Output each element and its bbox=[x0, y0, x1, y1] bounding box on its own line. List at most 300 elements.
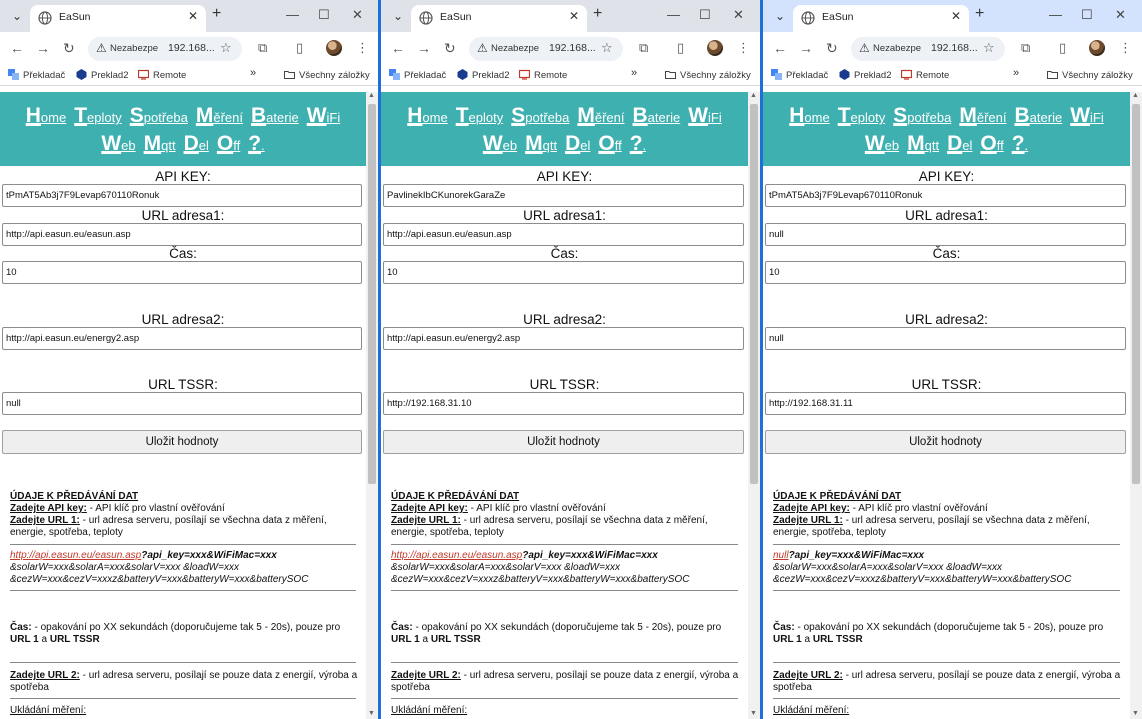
api-key-label: API KEY: bbox=[536, 169, 593, 184]
nav-link-label: . bbox=[642, 138, 647, 153]
divider bbox=[10, 698, 356, 699]
api-key-label: API KEY: bbox=[155, 169, 211, 184]
nav-link[interactable] bbox=[248, 132, 265, 155]
bookmark-remote[interactable] bbox=[138, 69, 186, 81]
nav-link-label: el bbox=[198, 138, 209, 153]
info-url2: Zadejte URL 2: - url adresa serveru, posílají se pouze data z energií, výroba a spotřeba bbox=[10, 670, 358, 693]
nav-link-label: ome bbox=[804, 110, 830, 125]
info-url2: Zadejte URL 2: - url adresa serveru, posílají se pouze data z energií, výroba a spotřeba bbox=[391, 670, 739, 693]
maximize-icon[interactable]: ☐ bbox=[1081, 7, 1093, 22]
cas-input[interactable]: 10 bbox=[2, 261, 362, 284]
nav-link[interactable] bbox=[632, 104, 681, 127]
url-example-3: &cezW=xxx&cezV=xxxz&batteryV=xxx&batteryW=xxx&batterySOC bbox=[773, 574, 1072, 585]
nav-link-initial: S bbox=[511, 104, 526, 127]
save-button[interactable]: Uložit hodnoty bbox=[765, 430, 1126, 454]
title-bar bbox=[381, 0, 760, 32]
browser-window bbox=[0, 0, 378, 719]
extensions-icon[interactable]: ⧉ bbox=[639, 40, 649, 55]
nav-link[interactable] bbox=[688, 104, 722, 127]
tab-title: EaSun bbox=[59, 11, 91, 23]
cas-input[interactable]: 10 bbox=[765, 261, 1126, 284]
url-example-link[interactable]: null bbox=[773, 550, 789, 561]
browser-window bbox=[763, 0, 1142, 719]
nav-link-initial: H bbox=[789, 104, 805, 127]
nav-link-initial: W bbox=[688, 104, 709, 127]
translate-icon bbox=[771, 69, 782, 80]
url1-input[interactable]: http://api.easun.eu/easun.asp bbox=[383, 223, 744, 246]
nav-link-initial: M bbox=[959, 104, 977, 127]
menu-icon[interactable]: ⋮ bbox=[737, 40, 750, 55]
nav-link-label: aterie bbox=[266, 110, 299, 125]
info-url1: Zadejte URL 1: - url adresa serveru, posílají se všechna data z měření, energie, spotřeba, teploty bbox=[773, 515, 1090, 538]
warning-icon[interactable]: ⚠ bbox=[859, 41, 870, 55]
forward-icon[interactable]: → bbox=[36, 40, 50, 56]
nav-link-label: qtt bbox=[161, 138, 176, 153]
tab-search-icon[interactable]: ⌄ bbox=[11, 9, 23, 23]
nav-link-label: eploty bbox=[87, 110, 122, 125]
minimize-icon[interactable]: — bbox=[286, 7, 299, 22]
bookmarks-bar bbox=[0, 66, 378, 86]
tssr-label: URL TSSR: bbox=[148, 377, 218, 392]
url-example-3: &cezW=xxx&cezV=xxxz&batteryV=xxx&batteryW=xxx&batterySOC bbox=[391, 574, 690, 585]
nav-link-label: iFi bbox=[326, 110, 341, 125]
minimize-icon[interactable]: — bbox=[1049, 7, 1062, 22]
nav-link-label: . bbox=[1024, 138, 1029, 153]
bookmark-label: Překladač bbox=[404, 70, 447, 81]
nav-link-label: ff bbox=[996, 138, 1004, 153]
globe-icon bbox=[38, 11, 52, 25]
scroll-down-icon[interactable]: ▼ bbox=[750, 710, 757, 717]
bookmark-star-icon[interactable]: ☆ bbox=[601, 40, 613, 55]
url1-input[interactable]: http://api.easun.eu/easun.asp bbox=[2, 223, 362, 246]
nav-link[interactable] bbox=[25, 104, 67, 127]
bookmark-translator[interactable] bbox=[771, 69, 828, 81]
bookmark-label: Překladač bbox=[786, 70, 829, 81]
nav-link[interactable] bbox=[306, 104, 341, 127]
nav-link[interactable] bbox=[959, 104, 1007, 127]
scroll-down-icon[interactable]: ▼ bbox=[1132, 710, 1139, 717]
nav-link-initial: W bbox=[1070, 104, 1091, 127]
reload-icon[interactable]: ↻ bbox=[444, 40, 456, 56]
nav-link-initial: M bbox=[907, 132, 925, 155]
nav-link-initial: M bbox=[525, 132, 543, 155]
info-url2: Zadejte URL 2: - url adresa serveru, posílají se pouze data z energií, výroba a spotřeba bbox=[773, 670, 1121, 693]
menu-icon[interactable]: ⋮ bbox=[1119, 40, 1132, 55]
nav-link[interactable] bbox=[598, 132, 622, 155]
avatar[interactable] bbox=[1089, 40, 1105, 56]
nav-link-initial: S bbox=[129, 104, 144, 127]
nav-link[interactable] bbox=[1070, 104, 1104, 127]
folder-label: Všechny záložky bbox=[299, 70, 370, 81]
nav-link-initial: S bbox=[893, 104, 908, 127]
nav-link[interactable] bbox=[837, 104, 886, 127]
url1-label: URL adresa1: bbox=[141, 208, 225, 223]
bookmark-star-icon[interactable]: ☆ bbox=[220, 40, 232, 55]
nav-link-label: qtt bbox=[924, 138, 940, 153]
divider bbox=[10, 590, 356, 591]
scroll-down-icon[interactable]: ▼ bbox=[368, 710, 375, 717]
title-bar bbox=[763, 0, 1142, 32]
nav-link-initial: ? bbox=[1011, 132, 1025, 155]
divider bbox=[391, 544, 738, 545]
tab-title: EaSun bbox=[822, 11, 854, 23]
nav-link-label: aterie bbox=[647, 110, 681, 125]
avatar[interactable] bbox=[707, 40, 723, 56]
nav-link-label: ff bbox=[614, 138, 622, 153]
url2-input[interactable]: http://api.easun.eu/energy2.asp bbox=[383, 327, 744, 350]
tab-title: EaSun bbox=[440, 11, 472, 23]
scroll-up-icon[interactable]: ▲ bbox=[1132, 92, 1139, 99]
nav-link[interactable] bbox=[74, 104, 122, 127]
nav-link[interactable] bbox=[629, 132, 647, 155]
nav-link-initial: M bbox=[143, 132, 162, 155]
back-icon[interactable]: ← bbox=[10, 40, 24, 56]
new-tab-icon[interactable]: + bbox=[593, 5, 603, 22]
url2-input[interactable]: http://api.easun.eu/energy2.asp bbox=[2, 327, 362, 350]
remote-icon bbox=[901, 69, 912, 80]
info-url1: Zadejte URL 1: - url adresa serveru, posílají se všechna data z měření, energie, spotřeba, teploty bbox=[391, 515, 708, 538]
cas-label: Čas: bbox=[932, 246, 961, 261]
translate-icon bbox=[8, 69, 19, 80]
nav-row-1 bbox=[381, 104, 748, 128]
nav-link[interactable] bbox=[482, 132, 518, 155]
bookmark-translator[interactable] bbox=[8, 69, 65, 81]
url-text: 192.168... bbox=[168, 42, 215, 54]
nav-row-2 bbox=[381, 132, 748, 156]
scroll-up-icon[interactable]: ▲ bbox=[368, 92, 375, 99]
toolbar bbox=[763, 32, 1142, 66]
back-icon[interactable]: ← bbox=[773, 40, 787, 56]
bookmark-label: Preklad2 bbox=[472, 70, 510, 81]
nav-link-label: el bbox=[962, 138, 973, 153]
nav-link-initial: O bbox=[216, 132, 234, 155]
nav-link-initial: B bbox=[1014, 104, 1030, 127]
nav-link[interactable] bbox=[511, 104, 570, 127]
tab-search-icon[interactable]: ⌄ bbox=[392, 9, 404, 23]
nav-link-initial: T bbox=[455, 104, 469, 127]
nav-link[interactable] bbox=[195, 104, 243, 127]
close-tab-icon[interactable]: ✕ bbox=[187, 9, 198, 23]
url-example-2: &solarW=xxx&solarA=xxx&solarV=xxx &loadW=xxx bbox=[391, 562, 620, 573]
save-button[interactable]: Uložit hodnoty bbox=[383, 430, 744, 454]
info-api-key: Zadejte API key: - API klíč pro vlastní ověřování bbox=[391, 503, 606, 514]
new-tab-icon[interactable]: + bbox=[975, 5, 985, 22]
side-panel-icon[interactable]: ▯ bbox=[296, 40, 304, 55]
browser-tab[interactable] bbox=[411, 5, 587, 32]
chevron-right-icon[interactable]: » bbox=[631, 67, 638, 79]
divider bbox=[773, 544, 1120, 545]
info-cas: Čas: - opakování po XX sekundách (doporučujeme tak 5 - 20s), pouze pro URL 1 a URL TSSR bbox=[391, 622, 722, 645]
avatar[interactable] bbox=[326, 40, 342, 56]
bookmarks-folder[interactable] bbox=[284, 69, 370, 81]
scroll-thumb[interactable] bbox=[368, 104, 376, 484]
warning-icon[interactable]: ⚠ bbox=[477, 41, 488, 55]
nav-link-initial: O bbox=[598, 132, 615, 155]
side-panel-icon[interactable]: ▯ bbox=[1059, 40, 1067, 55]
nav-link[interactable] bbox=[455, 104, 504, 127]
nav-link-initial: ? bbox=[248, 132, 262, 155]
divider bbox=[773, 662, 1120, 663]
info-heading: ÚDAJE K PŘEDÁVÁNÍ DAT bbox=[10, 491, 139, 502]
close-tab-icon[interactable]: ✕ bbox=[568, 9, 579, 23]
nav-link-initial: D bbox=[947, 132, 963, 155]
globe-icon bbox=[801, 11, 815, 25]
folder-label: Všechny záložky bbox=[680, 70, 751, 81]
bookmark-remote[interactable] bbox=[519, 69, 567, 81]
info-url1: Zadejte URL 1: - url adresa serveru, posílají se všechna data z měření, energie, spotřeba, teploty bbox=[10, 515, 327, 538]
nav-link[interactable] bbox=[893, 104, 952, 127]
tssr-input[interactable]: http://192.168.31.11 bbox=[765, 392, 1126, 415]
page-content bbox=[0, 92, 366, 719]
nav-row-2 bbox=[763, 132, 1130, 156]
nav-link-initial: W bbox=[306, 104, 327, 127]
url2-label: URL adresa2: bbox=[905, 312, 988, 327]
nav-link-initial: B bbox=[632, 104, 648, 127]
bookmarks-folder[interactable] bbox=[1047, 69, 1133, 81]
new-tab-icon[interactable]: + bbox=[212, 5, 222, 22]
scroll-up-icon[interactable]: ▲ bbox=[750, 92, 757, 99]
minimize-icon[interactable]: — bbox=[667, 7, 680, 22]
nav-link-initial: D bbox=[565, 132, 581, 155]
info-ukladani: Ukládání měření: bbox=[391, 705, 468, 716]
browser-tab[interactable] bbox=[793, 5, 969, 32]
forward-icon[interactable]: → bbox=[417, 40, 431, 56]
nav-link-initial: T bbox=[74, 104, 88, 127]
url-example-1: http://api.easun.eu/easun.asp?api_key=xxx&WiFiMac=xxx bbox=[10, 550, 277, 561]
close-tab-icon[interactable]: ✕ bbox=[950, 9, 961, 23]
info-cas: Čas: - opakování po XX sekundách (doporučujeme tak 5 - 20s), pouze pro URL 1 a URL TSSR bbox=[10, 622, 341, 645]
nav-link[interactable] bbox=[577, 104, 625, 127]
url-example-link[interactable]: http://api.easun.eu/easun.asp bbox=[391, 550, 523, 561]
tssr-input[interactable]: null bbox=[2, 392, 362, 415]
divider bbox=[391, 698, 738, 699]
api-key-input[interactable]: PavlinekIbCKunorekGaraZe bbox=[383, 184, 744, 207]
security-label: Nezabezpe bbox=[110, 43, 159, 54]
api-key-label: API KEY: bbox=[918, 169, 975, 184]
nav-link-label: ěření bbox=[213, 110, 243, 125]
nav-link-initial: M bbox=[577, 104, 595, 127]
bookmark-label: Překladač bbox=[23, 70, 66, 81]
warning-icon[interactable]: ⚠ bbox=[96, 41, 107, 55]
chevron-right-icon[interactable]: » bbox=[250, 67, 257, 79]
nav-link[interactable] bbox=[129, 104, 188, 127]
remote-icon bbox=[138, 69, 149, 80]
nav-link[interactable] bbox=[251, 104, 299, 127]
hexagon-icon bbox=[839, 69, 850, 80]
chevron-right-icon[interactable]: » bbox=[1013, 67, 1020, 79]
forward-icon[interactable]: → bbox=[799, 40, 813, 56]
bookmark-label: Remote bbox=[916, 70, 950, 81]
bookmarks-bar bbox=[763, 66, 1142, 86]
nav-link-label: eb bbox=[502, 138, 518, 153]
divider bbox=[10, 544, 356, 545]
api-key-input[interactable]: tPmAT5Ab3j7F9Levap670110Ronuk bbox=[2, 184, 362, 207]
nav-link-initial: ? bbox=[629, 132, 643, 155]
url-example-2: &solarW=xxx&solarA=xxx&solarV=xxx &loadW=xxx bbox=[10, 562, 239, 573]
bookmark-preklad2[interactable] bbox=[839, 69, 892, 81]
bookmark-translator[interactable] bbox=[389, 69, 446, 81]
nav-link-label: eploty bbox=[850, 110, 886, 125]
info-cas: Čas: - opakování po XX sekundách (doporučujeme tak 5 - 20s), pouze pro URL 1 a URL TSSR bbox=[773, 622, 1104, 645]
bookmark-remote[interactable] bbox=[901, 69, 949, 81]
url-example-1: http://api.easun.eu/easun.asp?api_key=xxx&WiFiMac=xxx bbox=[391, 550, 658, 561]
save-button[interactable]: Uložit hodnoty bbox=[2, 430, 362, 454]
folder-label: Všechny záložky bbox=[1062, 70, 1133, 81]
info-heading: ÚDAJE K PŘEDÁVÁNÍ DAT bbox=[773, 491, 902, 502]
tab-search-icon[interactable]: ⌄ bbox=[774, 9, 786, 23]
url1-label: URL adresa1: bbox=[523, 208, 606, 223]
bookmark-label: Preklad2 bbox=[854, 70, 892, 81]
nav-link-label: eb bbox=[121, 138, 136, 153]
extensions-icon[interactable]: ⧉ bbox=[1021, 40, 1031, 55]
nav-link[interactable] bbox=[864, 132, 900, 155]
url2-label: URL adresa2: bbox=[141, 312, 225, 327]
nav-link-initial: H bbox=[25, 104, 41, 127]
nav-link[interactable] bbox=[1011, 132, 1029, 155]
scroll-thumb[interactable] bbox=[750, 104, 758, 484]
nav-link-label: ěření bbox=[976, 110, 1007, 125]
nav-link-initial: B bbox=[251, 104, 267, 127]
nav-row-1 bbox=[0, 104, 366, 128]
close-window-icon[interactable]: ✕ bbox=[352, 7, 363, 22]
tssr-label: URL TSSR: bbox=[911, 377, 982, 392]
nav-link-label: potřeba bbox=[143, 110, 188, 125]
nav-link-initial: W bbox=[864, 132, 885, 155]
url1-label: URL adresa1: bbox=[905, 208, 988, 223]
divider bbox=[773, 590, 1120, 591]
reload-icon[interactable]: ↻ bbox=[63, 40, 75, 56]
address-bar[interactable] bbox=[88, 37, 242, 61]
nav-link-label: iFi bbox=[1090, 110, 1104, 125]
url-example-link[interactable]: http://api.easun.eu/easun.asp bbox=[10, 550, 142, 561]
url-example-3: &cezW=xxx&cezV=xxxz&batteryV=xxx&batteryW=xxx&batterySOC bbox=[10, 574, 309, 585]
nav-link[interactable] bbox=[525, 132, 558, 155]
close-window-icon[interactable]: ✕ bbox=[733, 7, 744, 22]
extensions-icon[interactable]: ⧉ bbox=[258, 40, 268, 55]
site-nav bbox=[0, 92, 366, 166]
bookmark-label: Remote bbox=[153, 70, 187, 81]
scrollbar[interactable] bbox=[1130, 92, 1142, 719]
bookmarks-bar bbox=[381, 66, 760, 86]
page-content bbox=[381, 92, 748, 719]
nav-link-label: el bbox=[580, 138, 591, 153]
bookmark-label: Preklad2 bbox=[91, 70, 129, 81]
back-icon[interactable]: ← bbox=[391, 40, 405, 56]
side-panel-icon[interactable]: ▯ bbox=[677, 40, 685, 55]
maximize-icon[interactable]: ☐ bbox=[699, 7, 711, 22]
bookmarks-folder[interactable] bbox=[665, 69, 751, 81]
maximize-icon[interactable]: ☐ bbox=[318, 7, 330, 22]
hexagon-icon bbox=[76, 69, 87, 80]
nav-link-label: eploty bbox=[468, 110, 504, 125]
tssr-input[interactable]: http://192.168.31.10 bbox=[383, 392, 744, 415]
info-api-key: Zadejte API key: - API klíč pro vlastní ověřování bbox=[773, 503, 988, 514]
api-key-input[interactable]: tPmAT5Ab3j7F9Levap670110Ronuk bbox=[765, 184, 1126, 207]
info-api-key: Zadejte API key: - API klíč pro vlastní ověřování bbox=[10, 503, 225, 514]
scroll-thumb[interactable] bbox=[1132, 104, 1140, 484]
nav-link[interactable] bbox=[101, 132, 136, 155]
cas-input[interactable]: 10 bbox=[383, 261, 744, 284]
folder-icon bbox=[284, 69, 295, 80]
url-example-2: &solarW=xxx&solarA=xxx&solarV=xxx &loadW=xxx bbox=[773, 562, 1002, 573]
nav-link[interactable] bbox=[216, 132, 241, 155]
nav-link[interactable] bbox=[565, 132, 591, 155]
nav-link-label: potřeba bbox=[525, 110, 570, 125]
url2-input[interactable]: null bbox=[765, 327, 1126, 350]
title-bar bbox=[0, 0, 378, 32]
browser-window bbox=[381, 0, 760, 719]
address-bar[interactable] bbox=[469, 37, 623, 61]
nav-link-label: ome bbox=[422, 110, 448, 125]
folder-icon bbox=[665, 69, 676, 80]
nav-link-initial: W bbox=[482, 132, 503, 155]
translate-icon bbox=[389, 69, 400, 80]
nav-link-initial: T bbox=[837, 104, 851, 127]
bookmark-preklad2[interactable] bbox=[457, 69, 510, 81]
browser-tab[interactable] bbox=[30, 5, 206, 32]
cas-label: Čas: bbox=[169, 246, 197, 261]
nav-link[interactable] bbox=[407, 104, 448, 127]
nav-link-initial: W bbox=[101, 132, 122, 155]
nav-link[interactable] bbox=[183, 132, 209, 155]
address-bar[interactable] bbox=[851, 37, 1005, 61]
scrollbar[interactable] bbox=[748, 92, 760, 719]
nav-link-label: eb bbox=[884, 138, 900, 153]
url1-input[interactable]: null bbox=[765, 223, 1126, 246]
url-example-1: null?api_key=xxx&WiFiMac=xxx bbox=[773, 550, 925, 561]
site-nav bbox=[381, 92, 748, 166]
nav-link-label: ěření bbox=[594, 110, 625, 125]
tssr-label: URL TSSR: bbox=[529, 377, 600, 392]
nav-link[interactable] bbox=[143, 132, 176, 155]
toolbar bbox=[0, 32, 378, 66]
nav-row-2 bbox=[0, 132, 366, 156]
nav-link[interactable] bbox=[947, 132, 973, 155]
remote-icon bbox=[519, 69, 530, 80]
nav-link-label: ff bbox=[233, 138, 241, 153]
divider bbox=[391, 662, 738, 663]
bookmark-preklad2[interactable] bbox=[76, 69, 129, 81]
globe-icon bbox=[419, 11, 433, 25]
nav-link[interactable] bbox=[980, 132, 1004, 155]
nav-link[interactable] bbox=[789, 104, 830, 127]
nav-link-label: ome bbox=[40, 110, 67, 125]
menu-icon[interactable]: ⋮ bbox=[356, 40, 369, 55]
nav-link-initial: D bbox=[183, 132, 199, 155]
info-heading: ÚDAJE K PŘEDÁVÁNÍ DAT bbox=[391, 491, 520, 502]
nav-link-label: iFi bbox=[708, 110, 722, 125]
close-window-icon[interactable]: ✕ bbox=[1115, 7, 1126, 22]
info-ukladani: Ukládání měření: bbox=[773, 705, 850, 716]
nav-link[interactable] bbox=[1014, 104, 1063, 127]
nav-link-initial: O bbox=[980, 132, 997, 155]
nav-link[interactable] bbox=[907, 132, 940, 155]
site-nav bbox=[763, 92, 1130, 166]
cas-label: Čas: bbox=[550, 246, 579, 261]
nav-link-label: aterie bbox=[1029, 110, 1063, 125]
scrollbar[interactable] bbox=[366, 92, 378, 719]
nav-link-initial: H bbox=[407, 104, 423, 127]
info-ukladani: Ukládání měření: bbox=[10, 705, 87, 716]
nav-link-label: potřeba bbox=[907, 110, 952, 125]
reload-icon[interactable]: ↻ bbox=[826, 40, 838, 56]
nav-link-label: . bbox=[261, 138, 265, 153]
divider bbox=[773, 698, 1120, 699]
url-text: 192.168... bbox=[931, 42, 978, 54]
hexagon-icon bbox=[457, 69, 468, 80]
security-label: Nezabezpe bbox=[491, 43, 540, 54]
bookmark-star-icon[interactable]: ☆ bbox=[983, 40, 995, 55]
